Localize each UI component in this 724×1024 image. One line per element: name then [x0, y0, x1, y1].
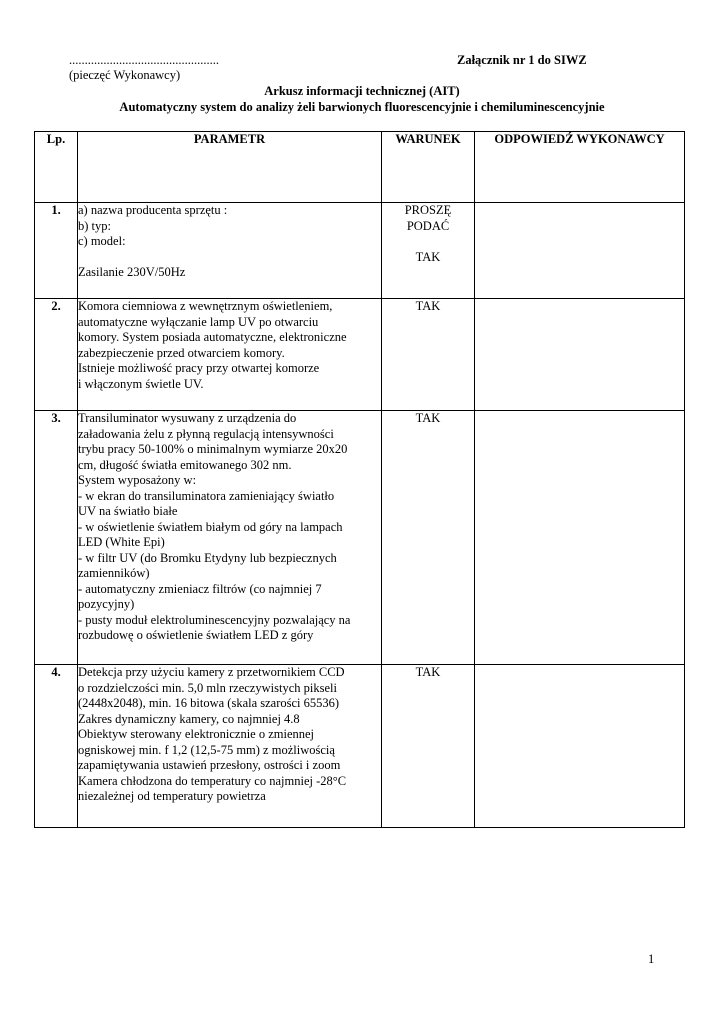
- param-line: rozbudowę o oświetlenie światłem LED z góry: [78, 628, 314, 642]
- param-line: i włączonym świetle UV.: [78, 376, 204, 391]
- param-line: pozycyjny): [78, 597, 135, 611]
- param-line: - w filtr UV (do Bromku Etydyny lub bezpiecznych: [78, 550, 337, 565]
- warunek-cell: [382, 203, 475, 299]
- warunek-cell: [382, 665, 475, 828]
- document-title: Arkusz informacji technicznej (AIT): [264, 84, 460, 98]
- param-line: zapamiętywania ustawień przesłony, ostrości i zoom: [78, 758, 341, 772]
- param-line: Zasilanie 230V/50Hz: [78, 265, 186, 279]
- param-line: Zakres dynamiczny kamery, co najmniej 4.8: [78, 711, 300, 726]
- param-line: załadowania żelu z płynną regulacją intensywności: [78, 426, 334, 441]
- param-line: System wyposażony w:: [78, 473, 197, 487]
- param-line: Kamera chłodzona do temperatury co najmniej -28°C: [78, 773, 347, 788]
- param-line: - pusty moduł elektroluminescencyjny pozwalający na: [78, 612, 351, 627]
- param-line: - automatyczny zmieniacz filtrów (co najmniej 7: [78, 581, 322, 596]
- param-cell: [78, 411, 382, 665]
- param-line: (2448x2048), min. 16 bitowa (skala szarości 65536): [78, 696, 340, 710]
- answer-cell[interactable]: [475, 203, 685, 299]
- warunek-value: PROSZĘ: [404, 203, 452, 217]
- warunek-cell: [382, 299, 475, 411]
- param-line: zabezpieczenie przed otwarciem komory.: [78, 345, 285, 360]
- page-number: 1: [648, 952, 655, 966]
- param-line: - w oświetlenie światłem białym od góry na lampach: [78, 519, 343, 534]
- table-row: [35, 665, 685, 828]
- warunek-value: PODAĆ: [406, 218, 450, 233]
- param-line: komory. System posiada automatyczne, elektroniczne: [78, 330, 347, 344]
- param-line: trybu pracy 50-100% o minimalnym wymiarze 20x20: [78, 442, 348, 456]
- param-line: Komora ciemniowa z wewnętrznym oświetleniem,: [78, 299, 333, 313]
- warunek-cell: [382, 411, 475, 665]
- annex-label: Załącznik nr 1 do SIWZ: [457, 53, 587, 67]
- param-line: zamienników): [78, 566, 150, 580]
- row-number: 4.: [35, 665, 78, 828]
- param-line: c) model:: [78, 234, 126, 248]
- param-line: Istnieje możliwość pracy przy otwartej komorze: [78, 361, 320, 375]
- answer-cell[interactable]: [475, 665, 685, 828]
- table-header-row: [35, 132, 685, 203]
- header-param: PARAMETR: [78, 132, 382, 203]
- param-line: automatyczne wyłączanie lamp UV po otwarciu: [78, 314, 319, 329]
- header-lp: Lp.: [35, 132, 78, 203]
- header-warunek: WARUNEK: [382, 132, 475, 203]
- param-line: - w ekran do transiluminatora zamieniający światło: [78, 488, 335, 503]
- table-row: [35, 203, 685, 299]
- param-line: ogniskowej min. f 1,2 (12,5-75 mm) z możliwością: [78, 742, 335, 757]
- table-row: [35, 411, 685, 665]
- param-line: Obiektyw sterowany elektronicznie o zmiennej: [78, 727, 315, 741]
- answer-cell[interactable]: [475, 411, 685, 665]
- param-line: niezależnej od temperatury powietrza: [78, 789, 266, 803]
- row-number: 3.: [35, 411, 78, 665]
- warunek-value: TAK: [415, 665, 441, 679]
- table-row: [35, 299, 685, 411]
- stamp-label: (pieczęć Wykonawcy): [69, 68, 181, 82]
- row-number: 1.: [35, 203, 78, 299]
- param-line: UV na światło białe: [78, 504, 178, 518]
- param-line: a) nazwa producenta sprzętu :: [78, 203, 228, 217]
- param-line: cm, długość światła emitowanego 302 nm.: [78, 457, 292, 472]
- warunek-value: TAK: [415, 299, 441, 313]
- param-line: o rozdzielczości min. 5,0 mln rzeczywistych pikseli: [78, 680, 337, 695]
- signature-line: ................................................: [69, 53, 219, 67]
- param-line: LED (White Epi): [78, 535, 165, 549]
- param-cell: [78, 299, 382, 411]
- param-line: Transiluminator wysuwany z urządzenia do: [78, 411, 297, 425]
- warunek-value: TAK: [415, 249, 441, 264]
- param-cell: [78, 203, 382, 299]
- document-subtitle: Automatyczny system do analizy żeli barwionych fluorescencyjnie i chemiluminescencyjnie: [119, 100, 605, 114]
- row-number: 2.: [35, 299, 78, 411]
- param-line: b) typ:: [78, 218, 111, 233]
- param-cell: [78, 665, 382, 828]
- technical-info-table: [34, 131, 685, 828]
- param-line: Detekcja przy użyciu kamery z przetwornikiem CCD: [78, 665, 345, 679]
- warunek-value: TAK: [415, 411, 441, 425]
- header-odpowiedz: ODPOWIEDŹ WYKONAWCY: [475, 132, 685, 203]
- answer-cell[interactable]: [475, 299, 685, 411]
